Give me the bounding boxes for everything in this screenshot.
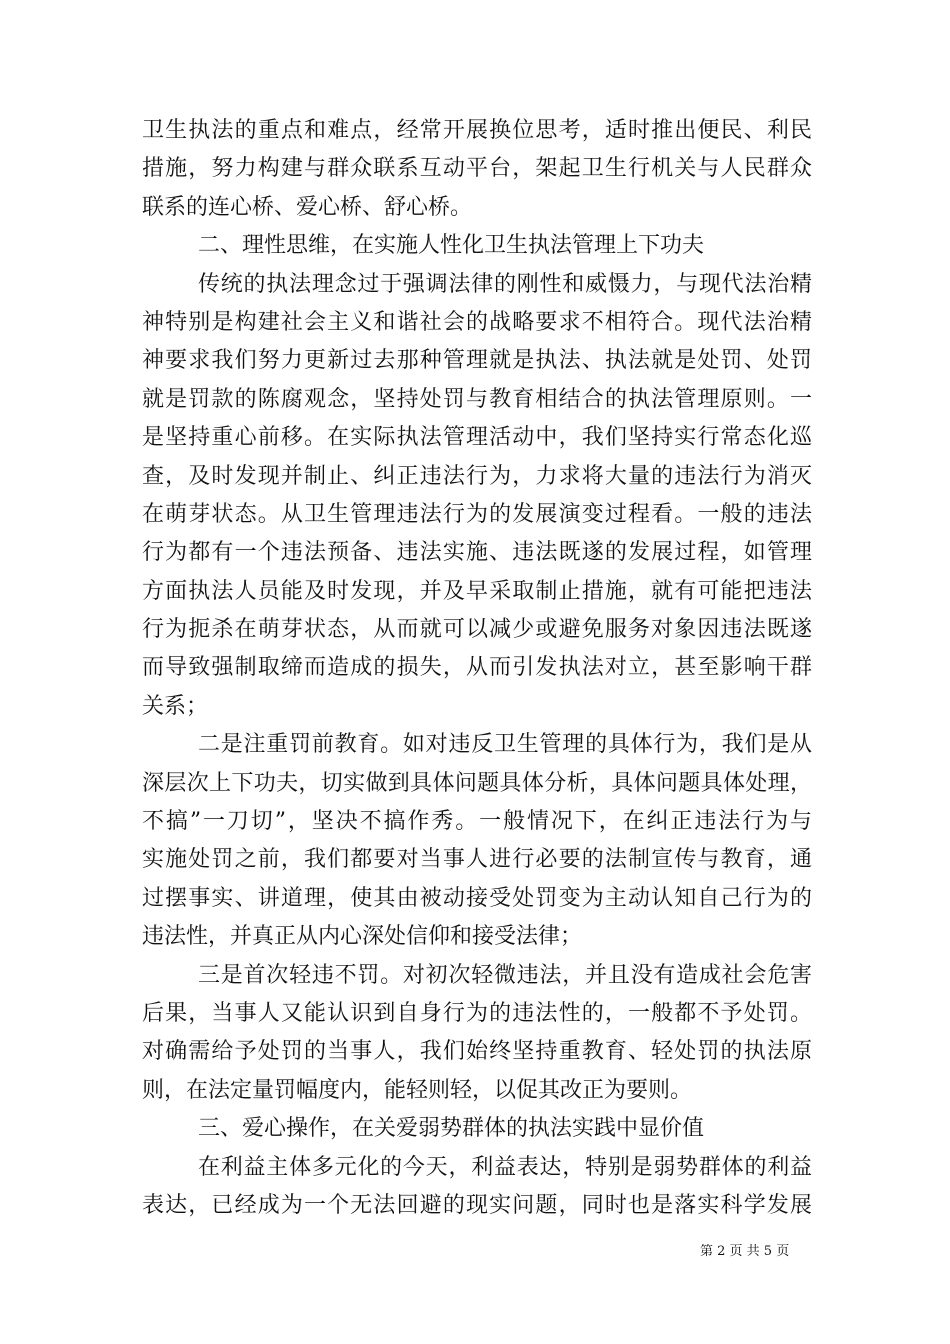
- text-line: 过摆事实、讲道理，使其由被动接受处罚变为主动认知自己行为的: [142, 885, 812, 911]
- paragraph-first-line: 传统的执法理念过于强调法律的刚性和威慑力，与现代法治精: [198, 271, 812, 297]
- text-line: 卫生执法的重点和难点，经常开展换位思考，适时推出便民、利民: [142, 118, 812, 143]
- paragraph-first-line: 在利益主体多元化的今天，利益表达，特别是弱势群体的利益: [198, 1154, 812, 1180]
- text-line: 方面执法人员能及时发现，并及早采取制止措施，就有可能把违法: [142, 578, 812, 604]
- text-line: 关系；: [142, 693, 209, 719]
- section-heading: 三、爱心操作，在关爱弱势群体的执法实践中显价值: [198, 1116, 705, 1142]
- page-number-footer: 第 2 页 共 5 页: [700, 1244, 790, 1259]
- text-line: 措施，努力构建与群众联系互动平台，架起卫生行机关与人民群众: [142, 156, 812, 182]
- text-line: 神特别是构建社会主义和谐社会的战略要求不相符合。现代法治精: [142, 309, 812, 335]
- text-line: 对确需给予处罚的当事人，我们始终坚持重教育、轻处罚的执法原: [142, 1039, 812, 1065]
- paragraph-first-line: 二是注重罚前教育。如对违反卫生管理的具体行为，我们是从: [198, 732, 812, 758]
- paragraph-first-line: 三是首次轻违不罚。对初次轻微违法，并且没有造成社会危害: [198, 962, 812, 988]
- text-line: 则，在法定量罚幅度内，能轻则轻，以促其改正为要则。: [142, 1077, 693, 1103]
- text-line: 就是罚款的陈腐观念，坚持处罚与教育相结合的执法管理原则。一: [142, 386, 812, 412]
- text-line: 行为扼杀在萌芽状态，从而就可以减少或避免服务对象因违法既遂: [142, 617, 812, 643]
- text-line: 后果，当事人又能认识到自身行为的违法性的，一般都不予处罚。: [142, 1000, 812, 1026]
- text-line: 联系的连心桥、爱心桥、舒心桥。: [142, 194, 473, 220]
- text-line: 查，及时发现并制止、纠正违法行为，力求将大量的违法行为消灭: [142, 463, 812, 489]
- text-line: 行为都有一个违法预备、违法实施、违法既遂的发展过程，如管理: [142, 540, 812, 566]
- text-line: 不搞”一刀切”，坚决不搞作秀。一般情况下，在纠正违法行为与: [142, 809, 812, 835]
- text-line: 在萌芽状态。从卫生管理违法行为的发展演变过程看。一般的违法: [142, 501, 812, 527]
- section-heading: 二、理性思维，在实施人性化卫生执法管理上下功夫: [198, 233, 705, 259]
- text-line: 表达，已经成为一个无法回避的现实问题，同时也是落实科学发展: [142, 1192, 812, 1218]
- text-line: 而导致强制取缔而造成的损失，从而引发执法对立，甚至影响干群: [142, 655, 812, 681]
- text-line: 实施处罚之前，我们都要对当事人进行必要的法制宣传与教育，通: [142, 847, 812, 873]
- text-line: 违法性，并真正从内心深处信仰和接受法律；: [142, 924, 583, 950]
- text-line: 深层次上下功夫，切实做到具体问题具体分析，具体问题具体处理，: [142, 770, 812, 796]
- text-line: 是坚持重心前移。在实际执法管理活动中，我们坚持实行常态化巡: [142, 425, 812, 451]
- document-body: [142, 112, 812, 1225]
- text-line: 神要求我们努力更新过去那种管理就是执法、执法就是处罚、处罚: [142, 348, 812, 374]
